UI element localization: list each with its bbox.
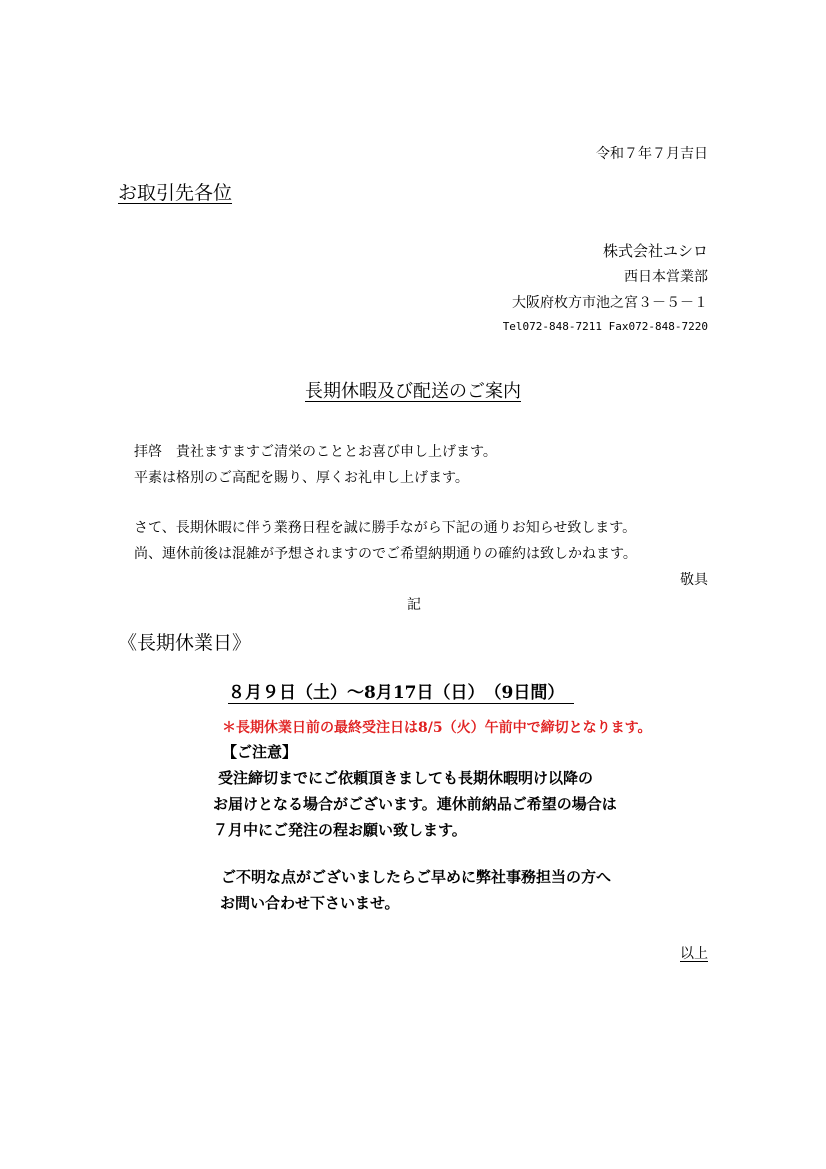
note-line: お届けとなる場合がございます。連休前納品ご希望の場合は — [213, 795, 617, 813]
sender-address: 大阪府枚方市池之宮３－５－１ — [512, 295, 708, 311]
note-line: ご不明な点がございましたらご早めに弊社事務担当の方へ — [221, 868, 612, 886]
note-line: ７月中にご発注の程お願い致します。 — [213, 821, 467, 839]
sender-contact: Tel072-848-7211 Fax072-848-7220 — [502, 320, 708, 333]
sender-department: 西日本営業部 — [624, 269, 708, 285]
recipient-heading: お取引先各位 — [118, 182, 233, 204]
note-line: お問い合わせ下さいませ。 — [220, 894, 400, 912]
issue-date: 令和７年７月吉日 — [596, 146, 708, 162]
sender-company: 株式会社ユシロ — [602, 242, 708, 260]
closing-keigu: 敬具 — [680, 572, 708, 588]
notice-line: さて、長期休暇に伴う業務日程を誠に勝手ながら下記の通りお知らせ致します。 — [134, 520, 637, 536]
note-line: 受注締切までにご依頼頂きましても長期休暇明け以降の — [218, 769, 594, 787]
order-deadline-notice: ＊長期休業日前の最終受注日は8/5（火）午前中で締切となります。 — [222, 720, 652, 736]
thanks-line: 平素は格別のご高配を賜り、厚くお礼申し上げます。 — [134, 470, 469, 486]
ki-marker: 記 — [407, 597, 421, 613]
document-title-text: 長期休暇及び配送のご案内 — [305, 381, 521, 402]
holiday-period: ８月９日（土）～8月17日（日） （9日間） — [228, 678, 574, 704]
greeting-line: 拝啓 貴社ますますご清栄のこととお喜び申し上げます。 — [134, 444, 497, 460]
caution-line: 尚、連休前後は混雑が予想されますのでご希望納期通りの確約は致しかねます。 — [134, 546, 637, 562]
document-title — [0, 377, 826, 403]
end-marker: 以上 — [680, 946, 708, 962]
note-heading: 【ご注意】 — [222, 743, 298, 761]
holiday-heading: 《長期休業日》 — [118, 632, 252, 654]
